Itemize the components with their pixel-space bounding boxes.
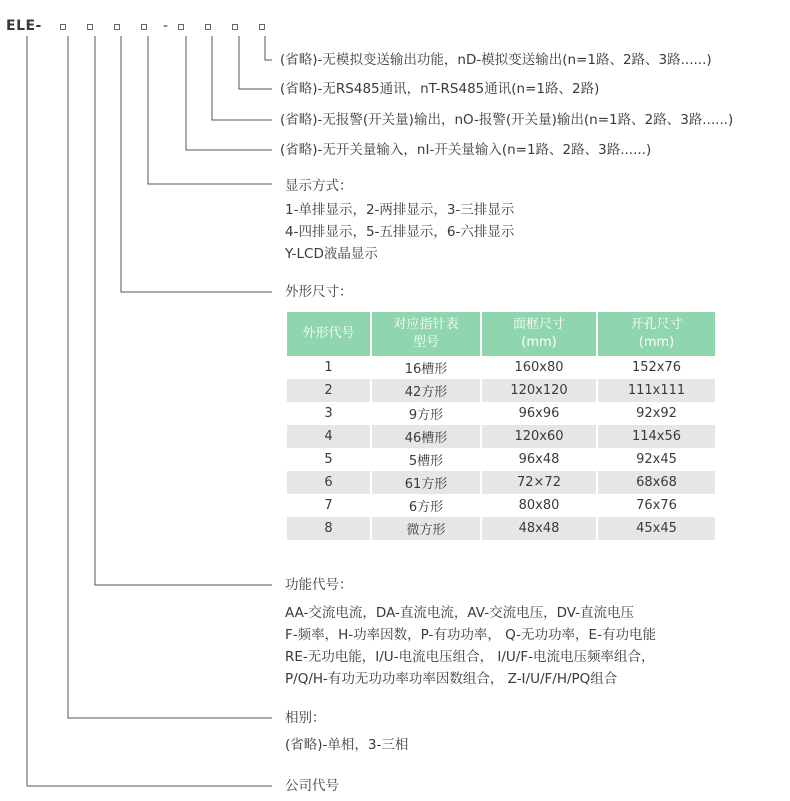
table-cell: 42方形 [371, 379, 481, 402]
function-code-line: AA-交流电流，DA-直流电流，AV-交流电压，DV-直流电压 [285, 605, 635, 621]
code-slot-display [141, 24, 147, 30]
function-code-line: RE-无功电能，I/U-电流电压组合， I/U/F-电流电压频率组合， [285, 649, 655, 665]
code-slot-switch-input [178, 24, 184, 30]
table-cell: 76x76 [636, 498, 677, 513]
table-cell: 92x92 [636, 406, 677, 421]
table-row [287, 402, 715, 425]
table-cell: 114x56 [597, 425, 715, 448]
table-cell: 微方形 [371, 517, 481, 540]
table-cell: 45x45 [597, 517, 715, 540]
code-slot-phase [60, 24, 66, 30]
header-pointer-model: 对应指针表 型号 [371, 312, 481, 356]
code-separator: - [163, 18, 169, 34]
table-cell: 72×72 [481, 471, 597, 494]
table-cell: 152x76 [631, 360, 682, 375]
table-cell: 46槽形 [371, 425, 481, 448]
size-title: 外形尺寸： [285, 284, 353, 300]
code-slot-function [87, 24, 93, 30]
table-row [287, 448, 715, 471]
code-slot-alarm [205, 24, 211, 30]
display-mode-line: 4-四排显示，5-五排显示，6-六排显示 [285, 224, 515, 240]
table-cell: 1 [287, 356, 371, 379]
table-cell: 16槽形 [371, 356, 481, 379]
table-cell: 96x48 [481, 448, 597, 471]
table-cell: 68x68 [597, 471, 715, 494]
table-cell: 96x96 [481, 402, 597, 425]
header-cutout-size: 开孔尺寸 (mm) [597, 312, 715, 356]
model-code-prefix: ELE- [6, 18, 42, 34]
table-cell: 160x80 [481, 356, 597, 379]
table-cell: 4 [287, 425, 371, 448]
company-code-title: 公司代号 [285, 778, 339, 794]
function-code-line: F-频率，H-功率因数，P-有功功率， Q-无功功率，E-有功电能 [285, 627, 656, 643]
header-frame-size: 面框尺寸 (mm) [481, 312, 597, 356]
table-cell: 8 [287, 517, 371, 540]
table-cell: 3 [287, 402, 371, 425]
table-cell: 120x120 [481, 379, 597, 402]
switch-input-desc: (省略)-无开关量输入，nI-开关量输入(n=1路、2路、3路......) [280, 142, 652, 158]
display-mode-line: 1-单排显示，2-两排显示，3-三排显示 [285, 202, 515, 218]
code-slot-rs485 [232, 24, 238, 30]
table-cell: 6 [287, 471, 371, 494]
phase-title: 相别： [285, 710, 326, 726]
table-row [287, 425, 715, 448]
function-code-title: 功能代号： [285, 577, 353, 593]
table-cell: 6方形 [371, 494, 481, 517]
phase-line: (省略)-单相，3-三相 [285, 737, 409, 753]
table-row [287, 356, 715, 379]
table-cell: 111x111 [597, 379, 715, 402]
function-code-line: P/Q/H-有功无功功率功率因数组合， Z-I/U/F/H/PQ组合 [285, 671, 618, 687]
rs485-desc: (省略)-无RS485通讯，nT-RS485通讯(n=1路、2路) [280, 81, 600, 97]
table-row [287, 379, 715, 402]
table-row [287, 494, 715, 517]
table-cell: 7 [287, 494, 371, 517]
table-cell: 48x48 [481, 517, 597, 540]
display-mode-title: 显示方式： [285, 178, 353, 194]
size-table [287, 312, 715, 540]
table-cell: 9方形 [371, 402, 481, 425]
table-cell: 5 [287, 448, 371, 471]
header-shape-code: 外形代号 [287, 312, 371, 356]
display-mode-line: Y-LCD液晶显示 [285, 246, 378, 262]
table-cell: 5槽形 [371, 448, 481, 471]
table-cell: 2 [287, 379, 371, 402]
table-row [287, 517, 715, 540]
table-header-row [287, 312, 715, 356]
table-cell: 80x80 [481, 494, 597, 517]
table-row [287, 471, 715, 494]
table-cell: 120x60 [481, 425, 597, 448]
code-slot-size [114, 24, 120, 30]
code-slot-analog-output [259, 24, 265, 30]
table-cell: 61方形 [371, 471, 481, 494]
alarm-desc: (省略)-无报警(开关量)输出，nO-报警(开关量)输出(n=1路、2路、3路......) [280, 112, 734, 128]
analog-output-desc: (省略)-无模拟变送输出功能，nD-模拟变送输出(n=1路、2路、3路......) [280, 52, 712, 68]
table-cell: 92x45 [636, 452, 677, 467]
